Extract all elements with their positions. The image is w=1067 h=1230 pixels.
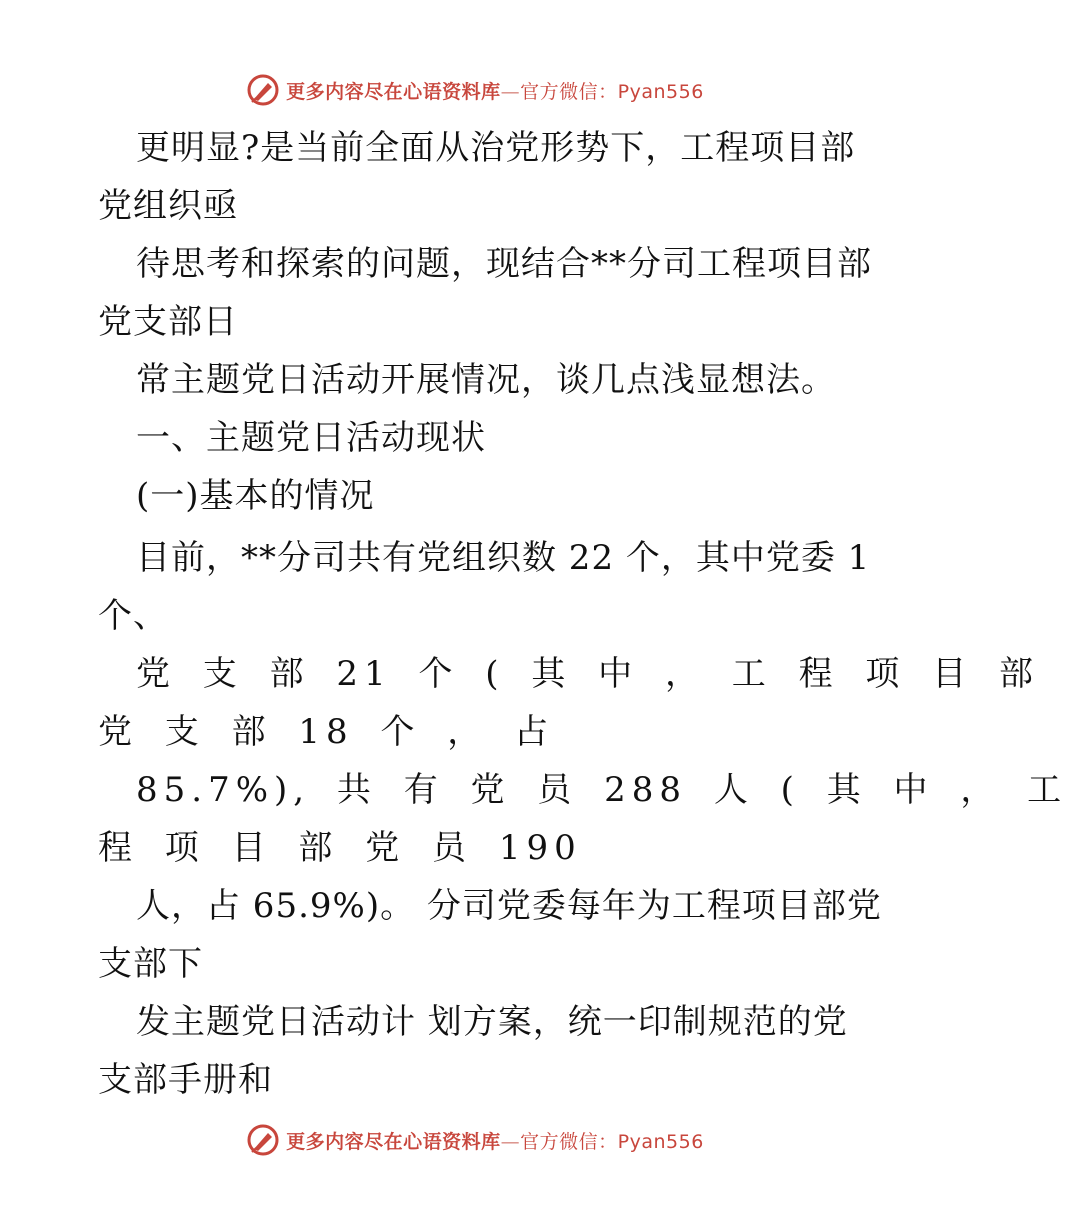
watermark-footer bbox=[0, 1122, 950, 1158]
text-line: 党 支 部 21 个 ( 其 中 ， 工 程 项 目 部 bbox=[136, 654, 1040, 694]
text-line: 更明显?是当前全面从治党形势下，工程项目部 bbox=[136, 128, 856, 168]
text-line: 程 项 目 部 党 员 190 bbox=[98, 828, 582, 868]
subsection-heading: (一)基本的情况 bbox=[136, 476, 375, 516]
pen-logo-icon bbox=[246, 1123, 280, 1157]
text-line: 85.7%), 共 有 党 员 288 人 ( 其 中 ， 工 bbox=[136, 770, 1067, 810]
text-line: 待思考和探索的问题，现结合**分司工程项目部 bbox=[136, 244, 872, 284]
watermark-main-text: 更多内容尽在心语资料库 bbox=[286, 1130, 501, 1153]
watermark-separator: — bbox=[500, 1130, 521, 1153]
text-line: 常主题党日活动开展情况，谈几点浅显想法。 bbox=[136, 360, 836, 400]
watermark-wechat-text: 官方微信：Pyan556 bbox=[520, 1130, 704, 1153]
watermark-separator: — bbox=[500, 80, 521, 103]
watermark-text bbox=[286, 1127, 704, 1154]
watermark-wechat-text: 官方微信：Pyan556 bbox=[520, 80, 704, 103]
text-line: 支部手册和 bbox=[98, 1060, 273, 1100]
text-line: 个、 bbox=[98, 596, 168, 636]
text-line: 支部下 bbox=[98, 944, 203, 984]
text-line: 目前，**分司共有党组织数 22 个，其中党委 1 bbox=[136, 538, 871, 578]
watermark-main-text: 更多内容尽在心语资料库 bbox=[286, 80, 501, 103]
text-line: 党组织亟 bbox=[98, 186, 238, 226]
text-line: 发主题党日活动计 划方案，统一印制规范的党 bbox=[136, 1002, 848, 1042]
text-line: 党支部日 bbox=[98, 302, 238, 342]
text-line: 党 支 部 18 个 ， 占 bbox=[98, 712, 555, 752]
section-heading: 一、主题党日活动现状 bbox=[136, 418, 486, 458]
text-line: 人，占 65.9%)。 分司党委每年为工程项目部党 bbox=[136, 886, 882, 926]
